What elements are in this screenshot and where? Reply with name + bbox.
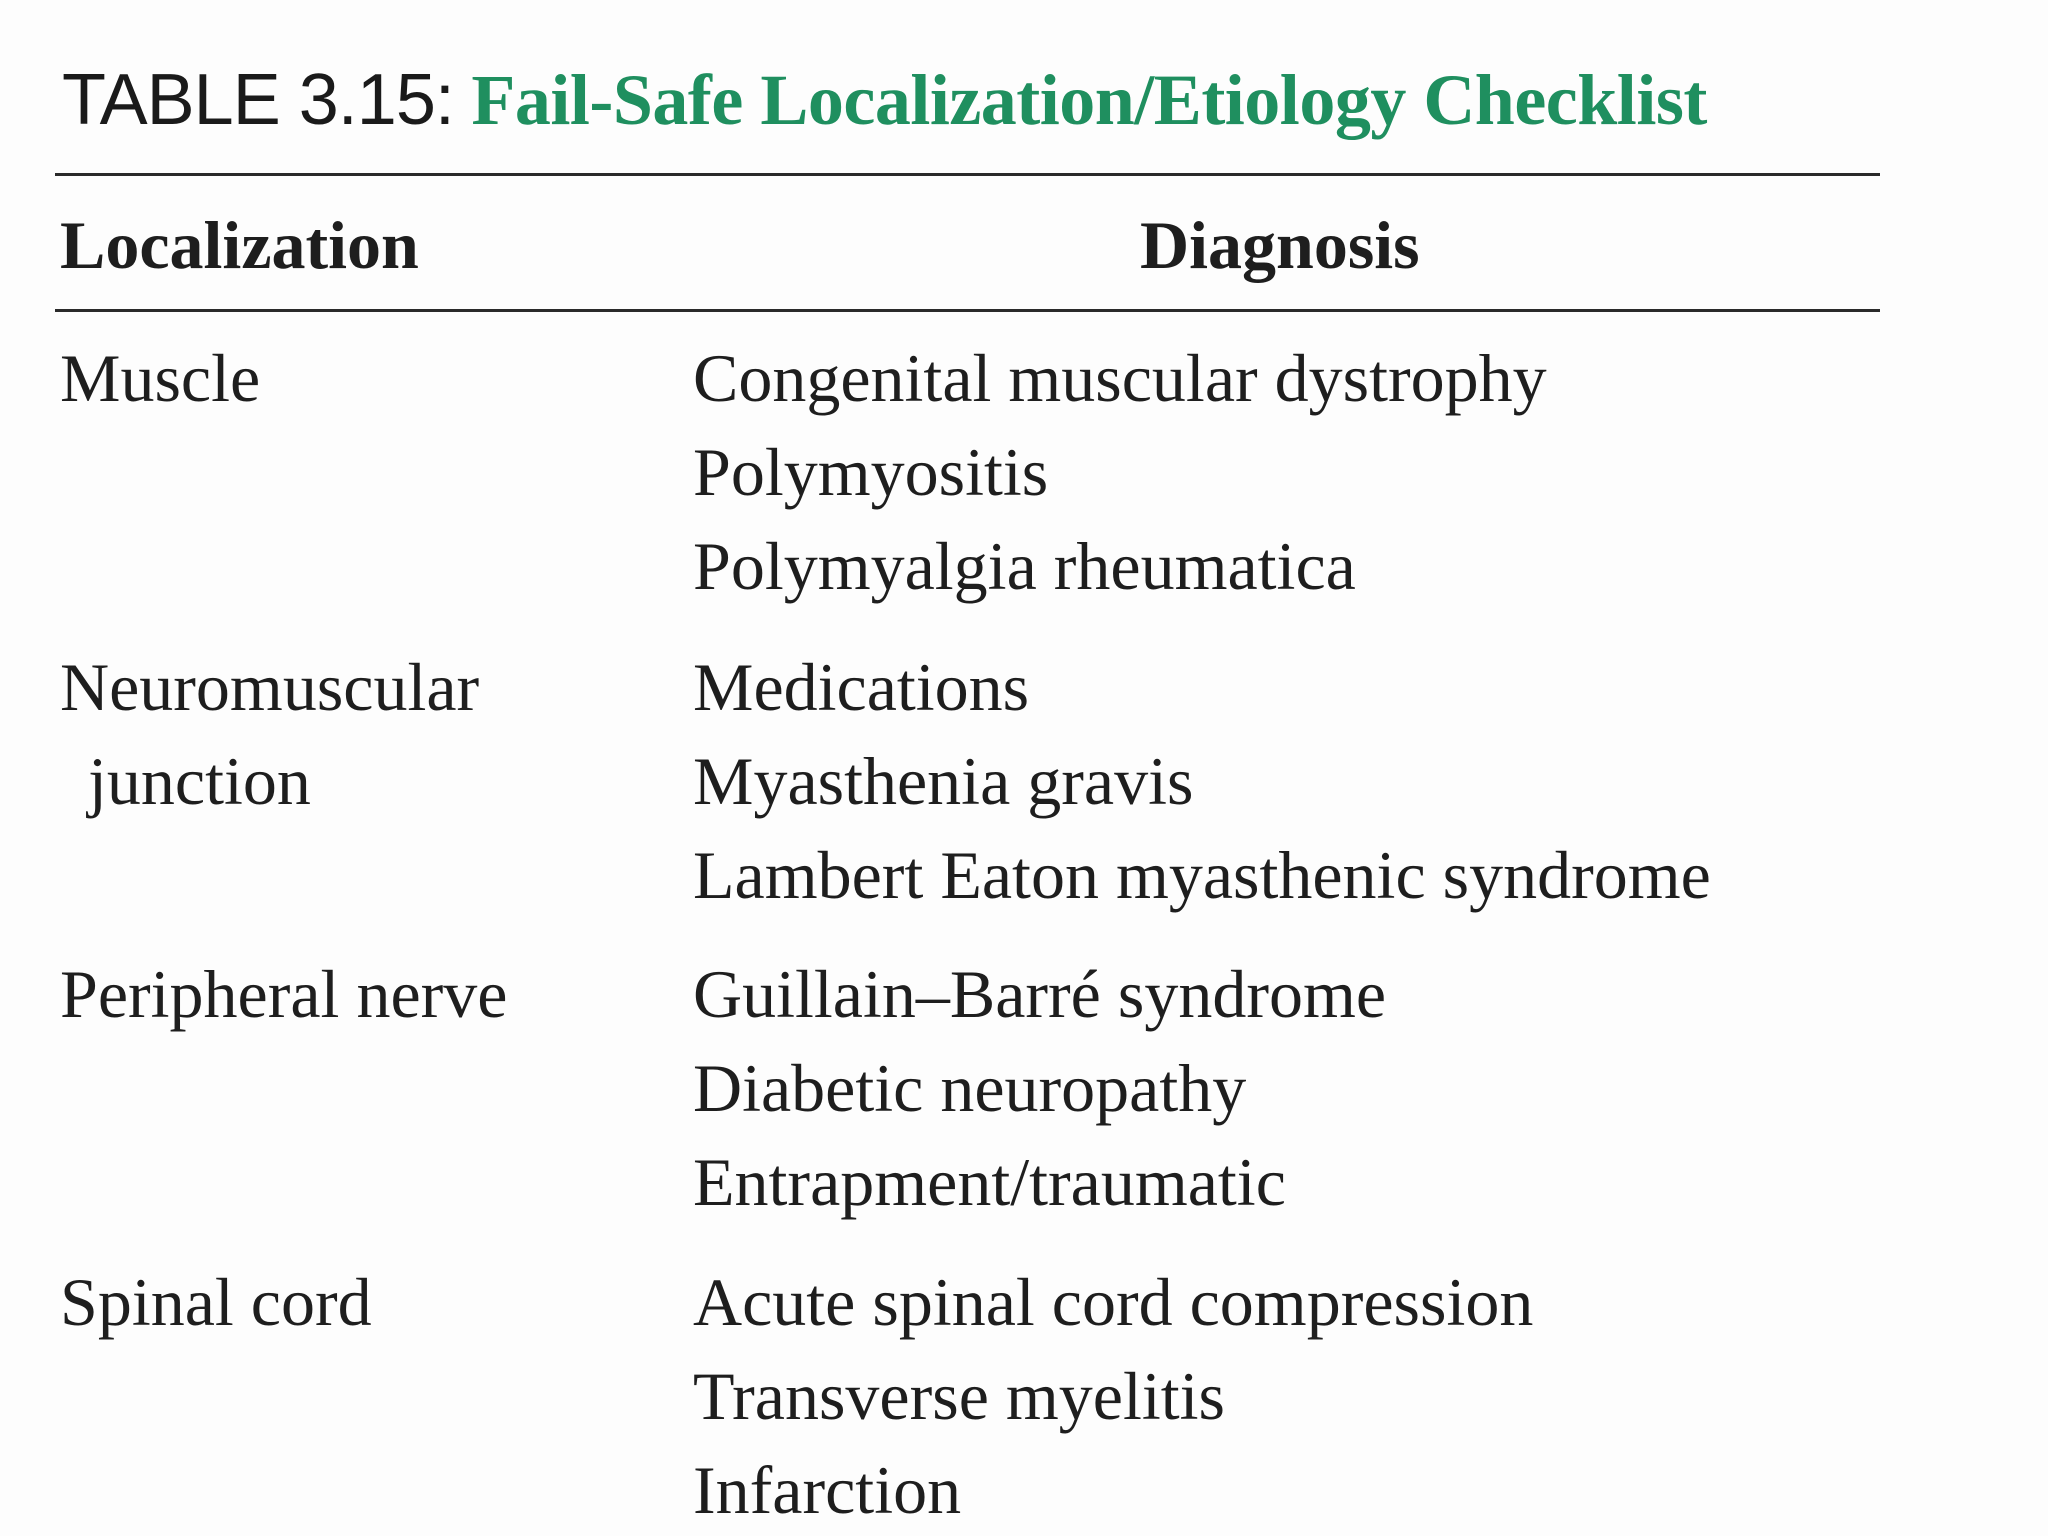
diagnosis-item: Congenital muscular dystrophy: [693, 340, 1547, 416]
table-row-localization: [60, 947, 507, 1041]
diagnosis-item: Polymyalgia rheumatica: [693, 528, 1356, 604]
diagnosis-item: Guillain–Barré syndrome: [693, 956, 1387, 1032]
diagnosis-item: Transverse myelitis: [693, 1358, 1226, 1434]
localization-label-continued: junction: [88, 743, 311, 819]
diagnosis-item: Myasthenia gravis: [693, 743, 1194, 819]
header-rule: [55, 309, 1880, 312]
localization-label: Peripheral nerve: [60, 956, 508, 1032]
table-caption: [62, 58, 1707, 142]
table-row-localization: [60, 640, 479, 828]
localization-label: Neuromuscular: [60, 649, 480, 725]
diagnosis-item: Diabetic neuropathy: [693, 1050, 1247, 1126]
diagnosis-item: Entrapment/traumatic: [693, 1144, 1286, 1220]
diagnosis-list: [693, 331, 1547, 613]
diagnosis-item: Lambert Eaton myasthenic syndrome: [693, 837, 1711, 913]
diagnosis-list: [693, 947, 1386, 1229]
diagnosis-item: Medications: [693, 649, 1030, 725]
column-header-diagnosis: Diagnosis: [1140, 207, 1420, 283]
localization-label: Spinal cord: [60, 1264, 372, 1340]
table-title: Fail-Safe Localization/Etiology Checklist: [471, 60, 1707, 140]
localization-label: Muscle: [60, 340, 261, 416]
column-header-localization: Localization: [60, 207, 419, 283]
diagnosis-item: Infarction: [693, 1452, 962, 1528]
top-rule: [55, 173, 1880, 176]
table-row-localization: [60, 331, 260, 425]
diagnosis-list: [693, 640, 1711, 922]
table-row-localization: [60, 1255, 372, 1349]
diagnosis-list: [693, 1255, 1533, 1537]
table-label: TABLE 3.15:: [62, 60, 454, 140]
diagnosis-item: Polymyositis: [693, 434, 1049, 510]
diagnosis-item: Acute spinal cord compression: [693, 1264, 1534, 1340]
